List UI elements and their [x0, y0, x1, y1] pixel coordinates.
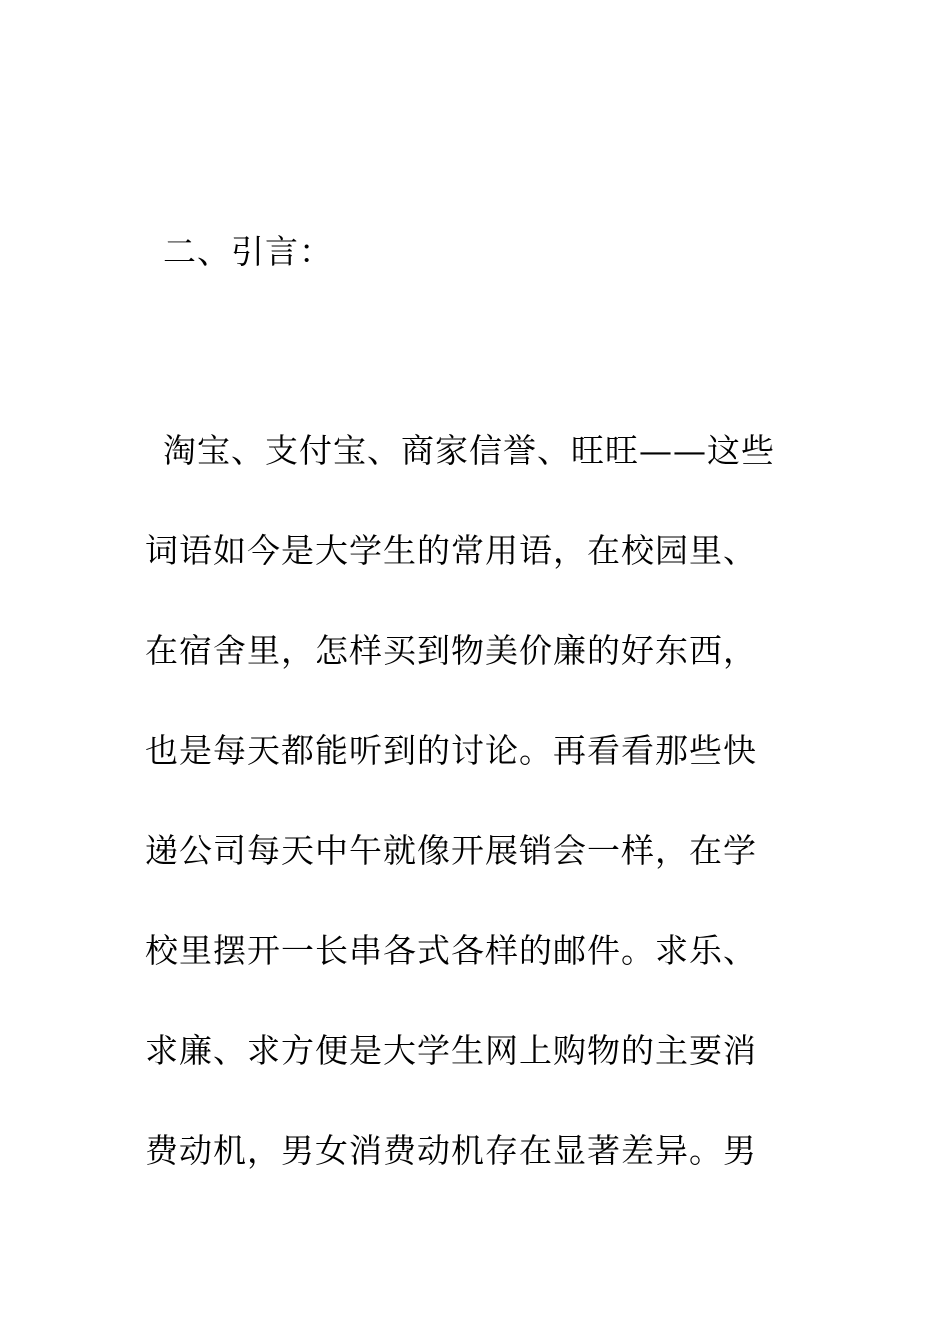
- section-heading: 二、引言：: [163, 232, 333, 271]
- paragraph-line: 求廉、求方便是大学生网上购物的主要消: [145, 1031, 757, 1070]
- paragraph-line: 在宿舍里，怎样买到物美价廉的好东西，: [145, 631, 757, 670]
- paragraph-line: 淘宝、支付宝、商家信誉、旺旺——这些: [163, 431, 775, 470]
- paragraph-line: 递公司每天中午就像开展销会一样，在学: [145, 831, 757, 870]
- paragraph-line: 也是每天都能听到的讨论。再看看那些快: [145, 731, 757, 770]
- paragraph-line: 词语如今是大学生的常用语，在校园里、: [145, 531, 757, 570]
- body-paragraph: [145, 426, 805, 1226]
- paragraph-line: 校里摆开一长串各式各样的邮件。求乐、: [145, 931, 757, 970]
- paragraph-line: 费动机，男女消费动机存在显著差异。男: [145, 1131, 757, 1170]
